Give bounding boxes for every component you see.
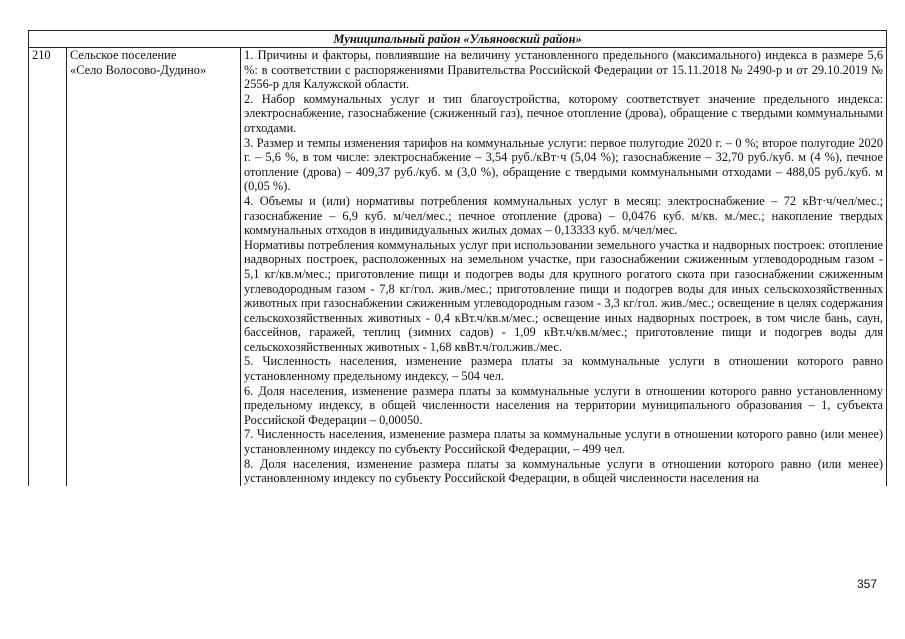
paragraph-3: 3. Размер и темпы изменения тарифов на коммунальные услуги: первое полугодие 2020 г. – 0 %; второе полугодие 2020 г. – 5,6 %, в том числе: электроснабжение – 3,54 руб./кВт·ч (5,04 %); газоснабжение – 32,70 руб./куб. м (4 %), печное отопление (дрова) – 409,37 руб./куб. м (3,0 %), обращение с твердыми коммунальными отходами – 488,05 руб./куб. м (0,05 %). — [244, 135, 884, 194]
row-number: 210 — [29, 48, 67, 486]
page-number: 357 — [856, 577, 877, 591]
table-row — [29, 48, 887, 486]
row-content — [241, 48, 887, 486]
paragraph-8: 8. Доля населения, изменение размера платы за коммунальные услуги в отношении которого равно (или менее) установленному индексу по субъекту Российской Федерации, в общей численности населения на — [244, 456, 884, 486]
settlement-name-line1: Сельское поселение — [70, 48, 177, 62]
paragraph-norms: Нормативы потребления коммунальных услуг при использовании земельного участка и надворных построек: отопление надворных построек, расположенных на земельном участке, при газоснабжении сжиженным углеводородным газом - 5,1 кг/кв.м/мес.; приготовление пищи и подогрев воды для крупного рогатого скота при газоснабжении сжиженным углеводородным газом - 7,8 кг/гол. жив./мес.; приготовление пищи и подогрев воды для иных сельскохозяйственных животных при газоснабжении сжиженным углеводородным газом - 3,3 кг/гол. жив./мес.; освещение в целях содержания сельскохозяйственных животных - 0,4 кВт.ч/кв.м/мес.; освещение иных надворных построек, в том числе бань, саун, бассейнов, гаражей, теплиц (зимних садов) - 1,09 кВт.ч/кв.м/мес.; приготовление пищи и подогрев воды для сельскохозяйственных животных - 1,68 квВт.ч/гол.жив./мес. — [244, 237, 884, 354]
paragraph-1: 1. Причины и факторы, повлиявшие на величину установленного предельного (максимального) индекса в размере 5,6 %: в соответствии с распоряжениями Правительства Российской Федерации от 15.11.2018 № 2490-р и от 29.10.2019 № 2556-р для Калужской области. — [244, 48, 884, 92]
paragraph-4: 4. Объемы и (или) нормативы потребления коммунальных услуг в месяц: электроснабжение – 72 кВт·ч/чел/мес.; газоснабжение – 6,9 куб. м/чел/мес.; печное отопление (дрова) – 0,0476 куб. м/кв. м./мес.; накопление твердых коммунальных отходов в индивидуальных жилых домах – 0,13333 куб. м/чел/мес. — [244, 193, 884, 238]
document-table — [28, 30, 887, 486]
settlement-name-line2: «Село Волосово-Дудино» — [70, 62, 207, 77]
paragraph-2: 2. Набор коммунальных услуг и тип благоустройства, которому соответствует значение предельного индекса: электроснабжение, газоснабжение (сжиженный газ), печное отопление (дрова), обращение с твердыми коммунальными отходами. — [244, 91, 884, 135]
paragraph-6: 6. Доля населения, изменение размера платы за коммунальные услуги в отношении которого равно установленному предельному индексу, в общей численности населения на территории муниципального образования – 1, субъекта Российской Федерации – 0,00050. — [244, 383, 884, 427]
district-title: Муниципальный район «Ульяновский район» — [29, 31, 887, 48]
paragraph-5: 5. Численность населения, изменение размера платы за коммунальные услуги в отношении которого равно установленному предельному индексу, – 504 чел. — [244, 354, 884, 384]
paragraph-7: 7. Численность населения, изменение размера платы за коммунальные услуги в отношении которого равно (или менее) установленному индексу по субъекту Российской Федерации, – 499 чел. — [244, 427, 884, 457]
table-header-row — [29, 31, 887, 48]
settlement-name — [67, 48, 241, 486]
